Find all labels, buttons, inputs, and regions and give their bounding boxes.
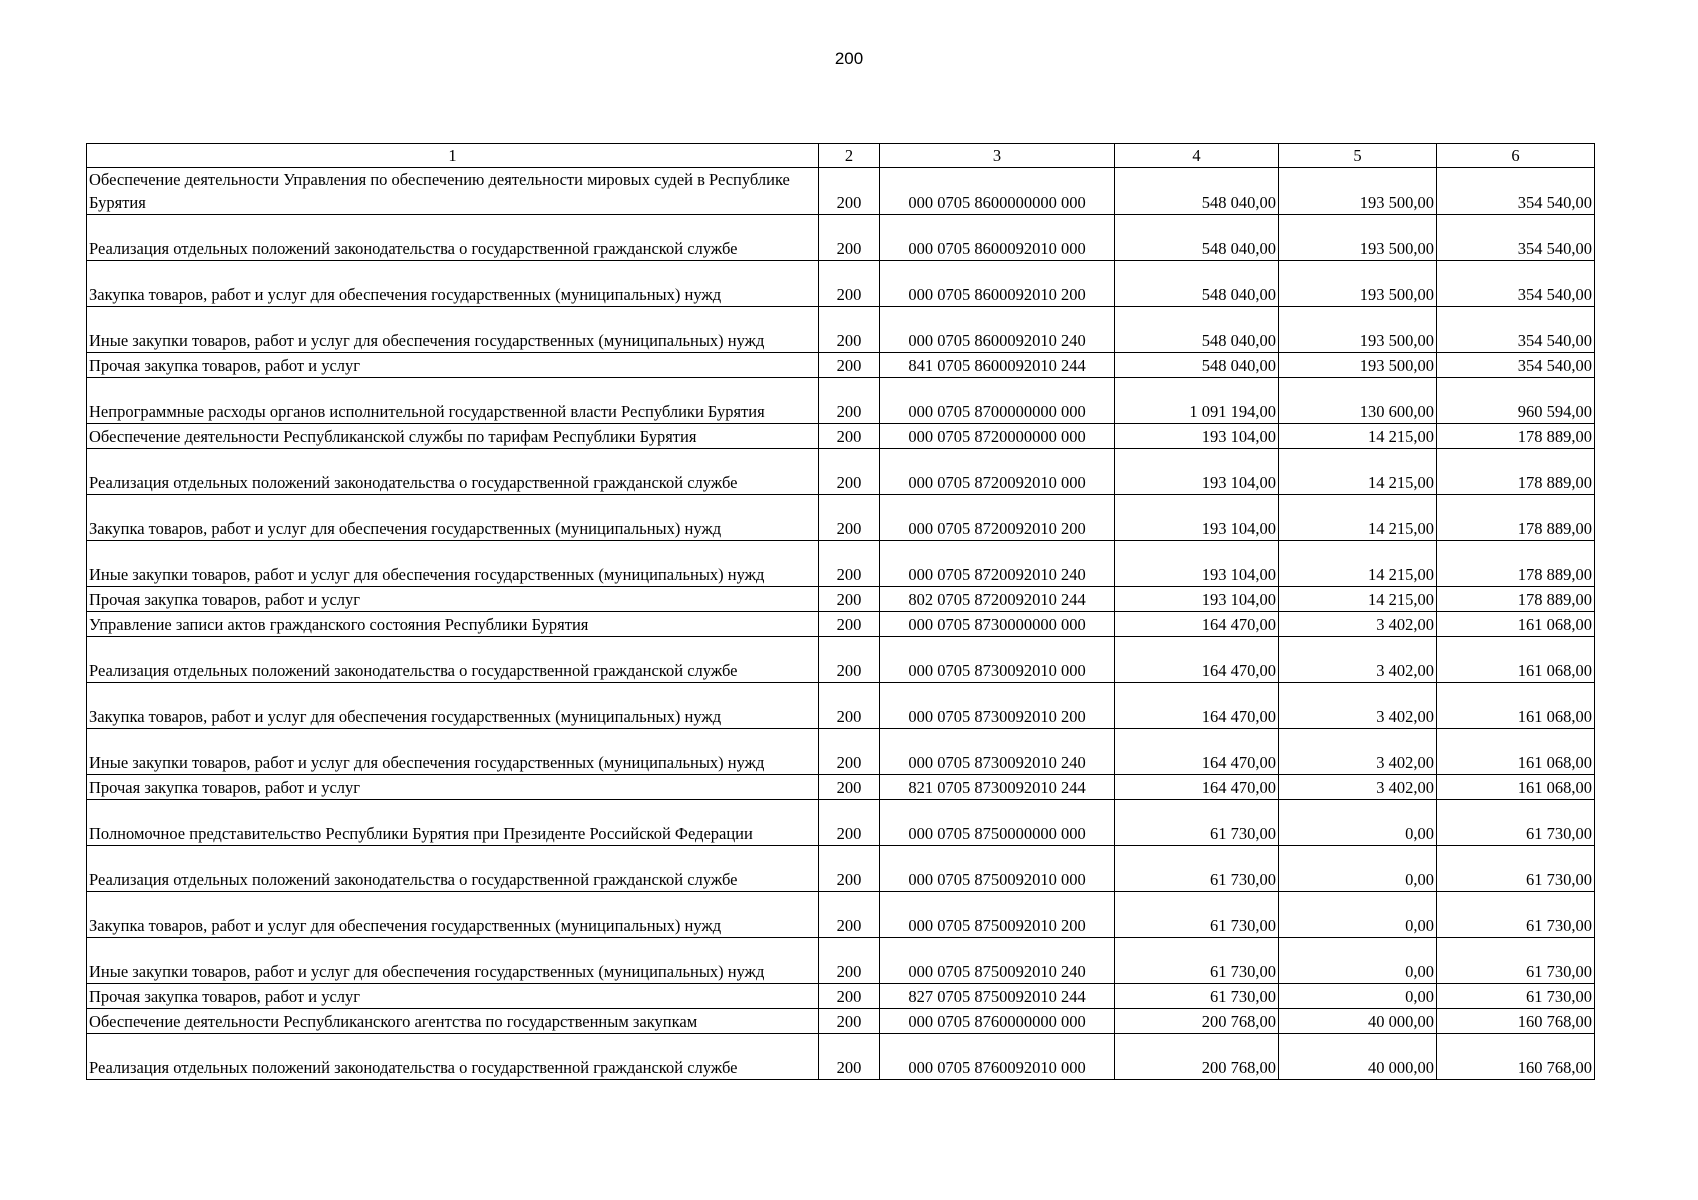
row-section-cell: 200: [819, 637, 880, 683]
row-section-cell: 200: [819, 307, 880, 353]
row-amount-6-cell: 354 540,00: [1437, 168, 1595, 215]
row-amount-5-cell: 3 402,00: [1279, 683, 1437, 729]
row-code-cell: 000 0705 8600000000 000: [880, 168, 1115, 215]
row-code-cell: 000 0705 8720000000 000: [880, 424, 1115, 449]
row-name-cell: Прочая закупка товаров, работ и услуг: [87, 775, 819, 800]
column-header-3: 3: [880, 144, 1115, 168]
table-row: [87, 449, 1595, 495]
row-code-cell: 000 0705 8750092010 240: [880, 938, 1115, 984]
row-code-cell: 000 0705 8720092010 240: [880, 541, 1115, 587]
row-amount-4-cell: 164 470,00: [1115, 683, 1279, 729]
row-amount-5-cell: 14 215,00: [1279, 424, 1437, 449]
row-code-cell: 000 0705 8750092010 200: [880, 892, 1115, 938]
row-code-cell: 000 0705 8730000000 000: [880, 612, 1115, 637]
table-row: [87, 378, 1595, 424]
column-header-4: 4: [1115, 144, 1279, 168]
row-amount-6-cell: 61 730,00: [1437, 892, 1595, 938]
row-section-cell: 200: [819, 938, 880, 984]
row-section-cell: 200: [819, 449, 880, 495]
row-section-cell: 200: [819, 1009, 880, 1034]
table-row: [87, 353, 1595, 378]
row-amount-5-cell: 193 500,00: [1279, 307, 1437, 353]
row-section-cell: 200: [819, 1034, 880, 1080]
table-row: [87, 215, 1595, 261]
row-section-cell: 200: [819, 215, 880, 261]
row-amount-5-cell: 193 500,00: [1279, 353, 1437, 378]
row-amount-6-cell: 61 730,00: [1437, 846, 1595, 892]
row-amount-5-cell: 3 402,00: [1279, 775, 1437, 800]
table-row: [87, 587, 1595, 612]
row-code-cell: 000 0705 8760092010 000: [880, 1034, 1115, 1080]
row-section-cell: 200: [819, 353, 880, 378]
row-section-cell: 200: [819, 683, 880, 729]
row-name-cell: Обеспечение деятельности Управления по обеспечению деятельности мировых судей в Республике Бурятия: [87, 168, 819, 215]
row-section-cell: 200: [819, 729, 880, 775]
table-row: [87, 1009, 1595, 1034]
row-amount-4-cell: 164 470,00: [1115, 612, 1279, 637]
row-amount-4-cell: 193 104,00: [1115, 424, 1279, 449]
row-amount-6-cell: 354 540,00: [1437, 261, 1595, 307]
row-amount-4-cell: 193 104,00: [1115, 449, 1279, 495]
row-amount-4-cell: 548 040,00: [1115, 261, 1279, 307]
header-row: [87, 144, 1595, 168]
row-code-cell: 841 0705 8600092010 244: [880, 353, 1115, 378]
row-amount-6-cell: 354 540,00: [1437, 215, 1595, 261]
row-amount-4-cell: 548 040,00: [1115, 168, 1279, 215]
table-row: [87, 424, 1595, 449]
row-amount-4-cell: 548 040,00: [1115, 215, 1279, 261]
row-amount-4-cell: 1 091 194,00: [1115, 378, 1279, 424]
table-row: [87, 637, 1595, 683]
row-amount-4-cell: 200 768,00: [1115, 1034, 1279, 1080]
row-code-cell: 000 0705 8730092010 200: [880, 683, 1115, 729]
row-amount-4-cell: 61 730,00: [1115, 984, 1279, 1009]
table-row: [87, 541, 1595, 587]
row-amount-4-cell: 61 730,00: [1115, 938, 1279, 984]
row-code-cell: 821 0705 8730092010 244: [880, 775, 1115, 800]
row-name-cell: Иные закупки товаров, работ и услуг для обеспечения государственных (муниципальных) нужд: [87, 541, 819, 587]
row-amount-5-cell: 14 215,00: [1279, 449, 1437, 495]
row-amount-5-cell: 3 402,00: [1279, 637, 1437, 683]
row-amount-6-cell: 354 540,00: [1437, 353, 1595, 378]
row-amount-6-cell: 161 068,00: [1437, 683, 1595, 729]
row-amount-6-cell: 178 889,00: [1437, 587, 1595, 612]
row-amount-6-cell: 178 889,00: [1437, 541, 1595, 587]
row-name-cell: Обеспечение деятельности Республиканского агентства по государственным закупкам: [87, 1009, 819, 1034]
row-name-cell: Реализация отдельных положений законодательства о государственной гражданской службе: [87, 449, 819, 495]
row-amount-6-cell: 161 068,00: [1437, 729, 1595, 775]
row-section-cell: 200: [819, 541, 880, 587]
row-code-cell: 000 0705 8700000000 000: [880, 378, 1115, 424]
row-amount-6-cell: 178 889,00: [1437, 495, 1595, 541]
row-section-cell: 200: [819, 587, 880, 612]
row-amount-6-cell: 61 730,00: [1437, 938, 1595, 984]
table-row: [87, 938, 1595, 984]
row-section-cell: 200: [819, 800, 880, 846]
row-amount-5-cell: 193 500,00: [1279, 168, 1437, 215]
row-code-cell: 802 0705 8720092010 244: [880, 587, 1115, 612]
row-amount-4-cell: 193 104,00: [1115, 495, 1279, 541]
row-amount-5-cell: 3 402,00: [1279, 729, 1437, 775]
row-amount-5-cell: 14 215,00: [1279, 587, 1437, 612]
row-code-cell: 000 0705 8760000000 000: [880, 1009, 1115, 1034]
row-name-cell: Прочая закупка товаров, работ и услуг: [87, 587, 819, 612]
row-name-cell: Закупка товаров, работ и услуг для обеспечения государственных (муниципальных) нужд: [87, 261, 819, 307]
table-row: [87, 495, 1595, 541]
row-amount-6-cell: 178 889,00: [1437, 424, 1595, 449]
row-amount-6-cell: 160 768,00: [1437, 1034, 1595, 1080]
row-amount-6-cell: 160 768,00: [1437, 1009, 1595, 1034]
row-amount-5-cell: 3 402,00: [1279, 612, 1437, 637]
row-amount-5-cell: 130 600,00: [1279, 378, 1437, 424]
row-amount-5-cell: 193 500,00: [1279, 215, 1437, 261]
row-name-cell: Реализация отдельных положений законодательства о государственной гражданской службе: [87, 1034, 819, 1080]
table-row: [87, 800, 1595, 846]
row-amount-5-cell: 0,00: [1279, 984, 1437, 1009]
table-row: [87, 1034, 1595, 1080]
row-name-cell: Обеспечение деятельности Республиканской службы по тарифам Республики Бурятия: [87, 424, 819, 449]
table-row: [87, 168, 1595, 215]
row-amount-4-cell: 164 470,00: [1115, 729, 1279, 775]
table-row: [87, 261, 1595, 307]
row-code-cell: 827 0705 8750092010 244: [880, 984, 1115, 1009]
row-section-cell: 200: [819, 261, 880, 307]
row-amount-4-cell: 61 730,00: [1115, 892, 1279, 938]
column-header-1: 1: [87, 144, 819, 168]
row-amount-5-cell: 40 000,00: [1279, 1034, 1437, 1080]
row-amount-6-cell: 960 594,00: [1437, 378, 1595, 424]
table-row: [87, 307, 1595, 353]
row-code-cell: 000 0705 8720092010 200: [880, 495, 1115, 541]
row-amount-4-cell: 61 730,00: [1115, 800, 1279, 846]
row-name-cell: Управление записи актов гражданского состояния Республики Бурятия: [87, 612, 819, 637]
row-name-cell: Иные закупки товаров, работ и услуг для обеспечения государственных (муниципальных) нужд: [87, 729, 819, 775]
row-name-cell: Иные закупки товаров, работ и услуг для обеспечения государственных (муниципальных) нужд: [87, 307, 819, 353]
row-amount-5-cell: 14 215,00: [1279, 541, 1437, 587]
row-amount-6-cell: 161 068,00: [1437, 612, 1595, 637]
row-amount-5-cell: 0,00: [1279, 892, 1437, 938]
row-amount-6-cell: 61 730,00: [1437, 984, 1595, 1009]
row-name-cell: Реализация отдельных положений законодательства о государственной гражданской службе: [87, 215, 819, 261]
row-amount-4-cell: 164 470,00: [1115, 637, 1279, 683]
row-section-cell: 200: [819, 775, 880, 800]
row-amount-5-cell: 14 215,00: [1279, 495, 1437, 541]
row-section-cell: 200: [819, 424, 880, 449]
row-code-cell: 000 0705 8730092010 240: [880, 729, 1115, 775]
column-header-2: 2: [819, 144, 880, 168]
row-amount-4-cell: 61 730,00: [1115, 846, 1279, 892]
table-row: [87, 775, 1595, 800]
row-section-cell: 200: [819, 846, 880, 892]
row-code-cell: 000 0705 8750000000 000: [880, 800, 1115, 846]
row-amount-4-cell: 193 104,00: [1115, 587, 1279, 612]
row-amount-6-cell: 178 889,00: [1437, 449, 1595, 495]
row-section-cell: 200: [819, 612, 880, 637]
table-row: [87, 683, 1595, 729]
row-code-cell: 000 0705 8600092010 200: [880, 261, 1115, 307]
row-amount-6-cell: 161 068,00: [1437, 637, 1595, 683]
row-name-cell: Непрограммные расходы органов исполнительной государственной власти Республики Бурятия: [87, 378, 819, 424]
row-name-cell: Закупка товаров, работ и услуг для обеспечения государственных (муниципальных) нужд: [87, 495, 819, 541]
row-amount-4-cell: 548 040,00: [1115, 307, 1279, 353]
row-amount-5-cell: 0,00: [1279, 938, 1437, 984]
row-amount-5-cell: 0,00: [1279, 846, 1437, 892]
column-header-5: 5: [1279, 144, 1437, 168]
row-name-cell: Прочая закупка товаров, работ и услуг: [87, 353, 819, 378]
table-row: [87, 729, 1595, 775]
row-section-cell: 200: [819, 495, 880, 541]
row-amount-4-cell: 200 768,00: [1115, 1009, 1279, 1034]
row-section-cell: 200: [819, 168, 880, 215]
row-amount-6-cell: 61 730,00: [1437, 800, 1595, 846]
row-section-cell: 200: [819, 892, 880, 938]
row-code-cell: 000 0705 8600092010 000: [880, 215, 1115, 261]
row-name-cell: Реализация отдельных положений законодательства о государственной гражданской службе: [87, 846, 819, 892]
row-amount-5-cell: 0,00: [1279, 800, 1437, 846]
row-amount-6-cell: 354 540,00: [1437, 307, 1595, 353]
budget-table: [86, 143, 1595, 1080]
row-amount-4-cell: 164 470,00: [1115, 775, 1279, 800]
row-code-cell: 000 0705 8750092010 000: [880, 846, 1115, 892]
row-name-cell: Реализация отдельных положений законодательства о государственной гражданской службе: [87, 637, 819, 683]
row-code-cell: 000 0705 8720092010 000: [880, 449, 1115, 495]
row-name-cell: Закупка товаров, работ и услуг для обеспечения государственных (муниципальных) нужд: [87, 683, 819, 729]
row-amount-6-cell: 161 068,00: [1437, 775, 1595, 800]
row-name-cell: Прочая закупка товаров, работ и услуг: [87, 984, 819, 1009]
row-code-cell: 000 0705 8600092010 240: [880, 307, 1115, 353]
row-section-cell: 200: [819, 378, 880, 424]
row-code-cell: 000 0705 8730092010 000: [880, 637, 1115, 683]
row-name-cell: Закупка товаров, работ и услуг для обеспечения государственных (муниципальных) нужд: [87, 892, 819, 938]
page-number: 200: [834, 49, 864, 68]
table-row: [87, 846, 1595, 892]
row-name-cell: Полномочное представительство Республики Бурятия при Президенте Российской Федерации: [87, 800, 819, 846]
row-amount-4-cell: 548 040,00: [1115, 353, 1279, 378]
table-row: [87, 984, 1595, 1009]
table-row: [87, 892, 1595, 938]
column-header-6: 6: [1437, 144, 1595, 168]
row-section-cell: 200: [819, 984, 880, 1009]
row-name-cell: Иные закупки товаров, работ и услуг для обеспечения государственных (муниципальных) нужд: [87, 938, 819, 984]
row-amount-5-cell: 40 000,00: [1279, 1009, 1437, 1034]
row-amount-5-cell: 193 500,00: [1279, 261, 1437, 307]
row-amount-4-cell: 193 104,00: [1115, 541, 1279, 587]
table-row: [87, 612, 1595, 637]
